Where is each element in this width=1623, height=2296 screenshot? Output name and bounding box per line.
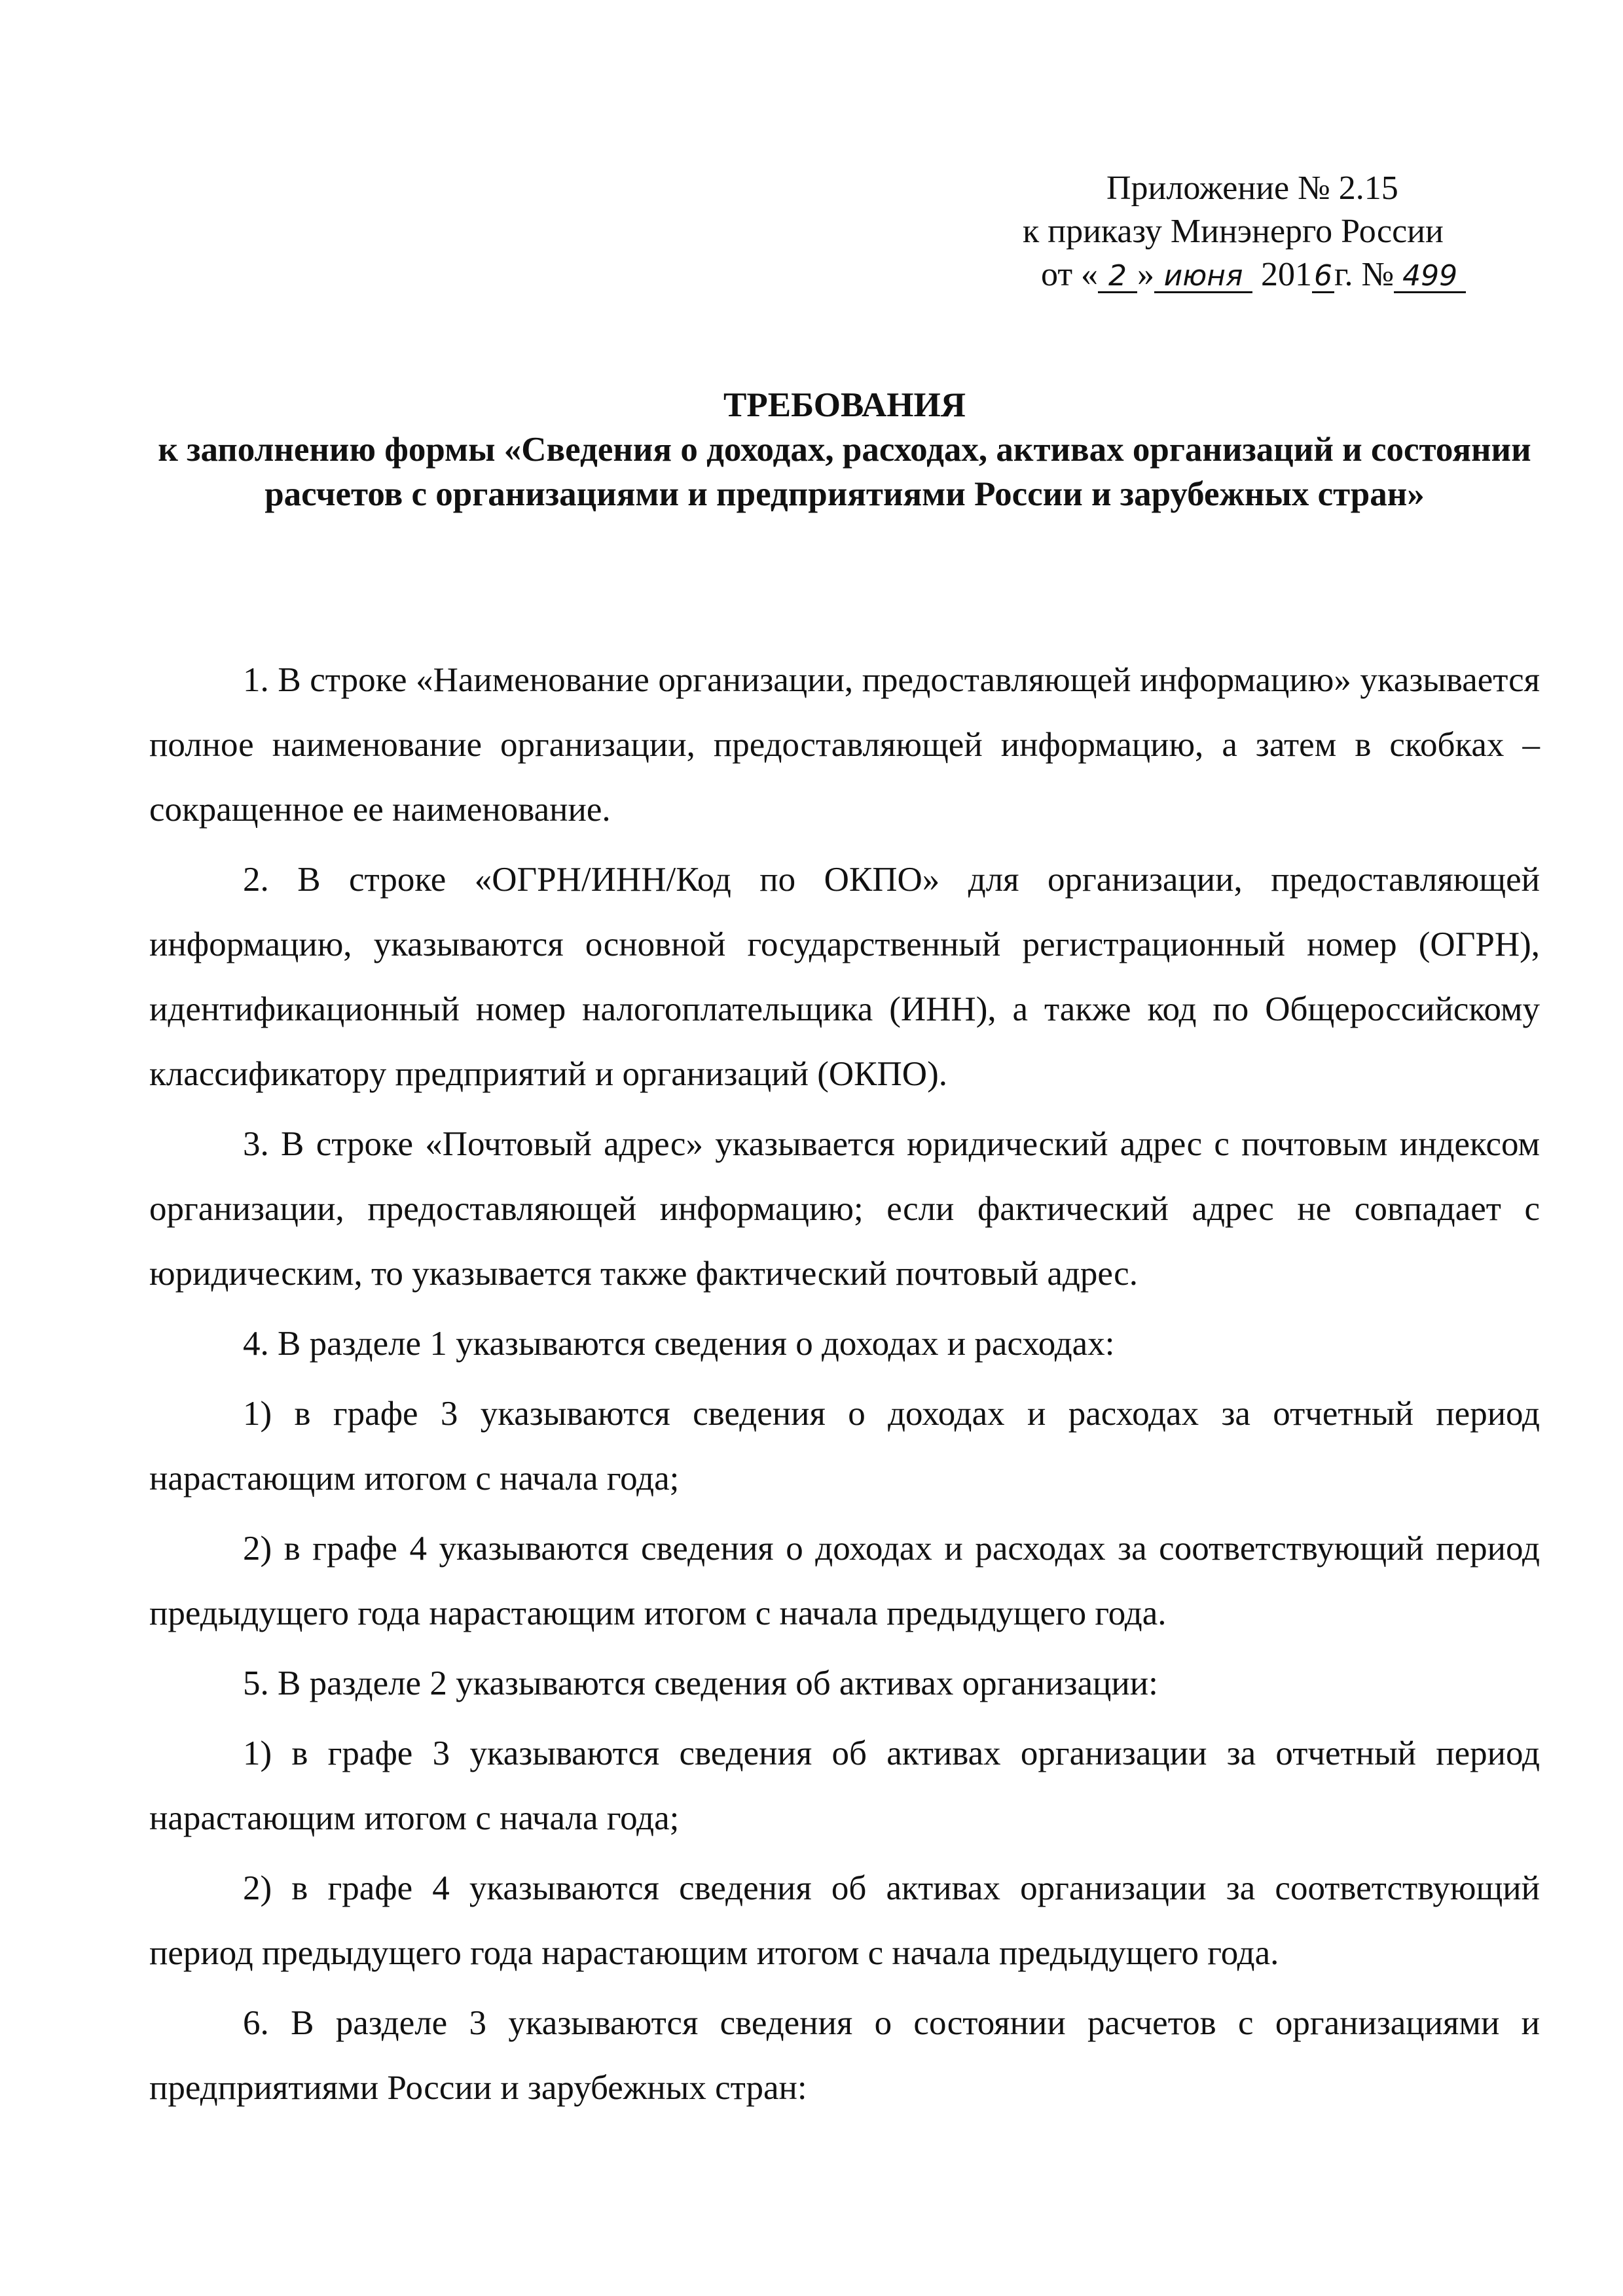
handwritten-day: 2 — [1098, 261, 1137, 293]
paragraph: 1. В строке «Наименование организации, предоставляющей информацию» указывается полное наименование организации, предоставляющей информацию, а затем в скобках – сокращенное ее наименование. — [149, 661, 1540, 829]
paragraph: 6. В разделе 3 указываются сведения о состоянии расчетов с организациями и предприятиями России и зарубежных стран: — [149, 2004, 1540, 2107]
appendix-date-line — [1008, 253, 1545, 296]
year-prefix: 201 — [1252, 256, 1313, 293]
appendix-header — [1008, 167, 1545, 296]
date-mid: » — [1137, 256, 1155, 293]
title-subtitle: к заполнению формы «Сведения о доходах, расходах, активах организаций и состоянии расчетов с организациями и предприятиями России и зарубежных стран» — [158, 431, 1531, 513]
paragraph: 1) в графе 3 указываются сведения об активах организации за отчетный период нарастающим итогом с начала года; — [149, 1734, 1540, 1837]
handwritten-order-number: 499 — [1394, 261, 1466, 293]
paragraph: 2) в графе 4 указываются сведения о доходах и расходах за соответствующий период предыдущего года нарастающим итогом с начала предыдущего года. — [149, 1530, 1540, 1632]
date-prefix: от « — [1041, 256, 1099, 293]
paragraph: 1) в графе 3 указываются сведения о доходах и расходах за отчетный период нарастающим итогом с начала года; — [149, 1395, 1540, 1498]
title-heading: ТРЕБОВАНИЯ — [723, 386, 966, 424]
document-title — [151, 383, 1539, 516]
paragraph: 2) в графе 4 указываются сведения об активах организации за соответствующий период предыдущего года нарастающим итогом с начала предыдущего года. — [149, 1869, 1540, 1972]
appendix-order-ref: к приказу Минэнерго России — [1023, 213, 1444, 250]
document-body — [149, 648, 1540, 2126]
paragraph: 4. В разделе 1 указываются сведения о доходах и расходах: — [243, 1325, 1115, 1363]
appendix-number: Приложение № 2.15 — [1106, 170, 1398, 207]
number-prefix: г. № — [1334, 256, 1395, 293]
handwritten-month: июня — [1154, 261, 1252, 293]
paragraph: 3. В строке «Почтовый адрес» указывается юридический адрес с почтовым индексом организации, предоставляющей информацию; если фактический адрес не совпадает с юридическим, то указывается также фактический почтовый адрес. — [149, 1125, 1540, 1293]
paragraph: 2. В строке «ОГРН/ИНН/Код по ОКПО» для организации, предоставляющей информацию, указываются основной государственный регистрационный номер (ОГРН), идентификационный номер налогоплательщика (ИНН), а также код по Общероссийскому классификатору предприятий и организаций (ОКПО). — [149, 861, 1540, 1093]
handwritten-year-digit: 6 — [1312, 261, 1334, 293]
paragraph: 5. В разделе 2 указываются сведения об активах организации: — [243, 1664, 1158, 1702]
